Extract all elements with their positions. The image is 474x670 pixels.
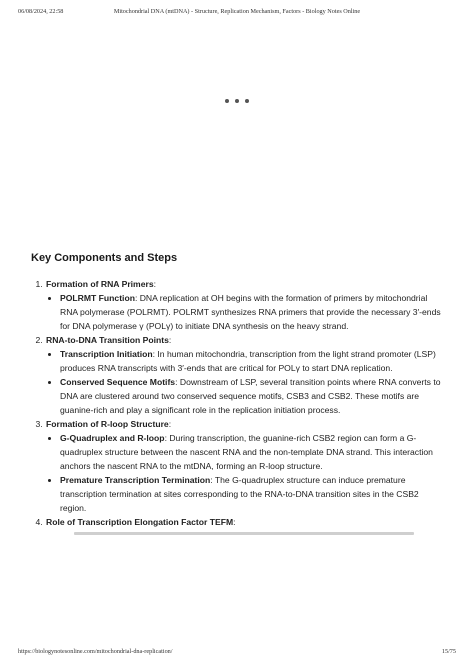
step-item [45,333,444,417]
bullet-text: : DNA replication at OH begins with the formation of primers by mitochondrial RNA polymerase (POLRMT). POLRMT synthesizes RNA primers that provide the necessary 3′-ends for DNA polymerase γ (POLγ) to initiate DNA synthesis on the heavy strand. [60,293,441,331]
bullet-item [60,473,444,515]
step-title: Formation of RNA Primers [46,279,154,289]
step-title: Formation of R-loop Structure [46,419,169,429]
step-item [45,277,444,333]
clipped-text-line [74,530,444,537]
bullet-term: Transcription Initiation [60,349,153,359]
loading-dot [225,99,229,103]
bullet-term: G-Quadruplex and R-loop [60,433,165,443]
bullet-text: : The G-quadruplex structure can induce premature transcription termination at sites corresponding to the RNA-to-DNA transition sites in the CSB2 region. [60,475,419,513]
print-page-title: Mitochondrial DNA (mtDNA) - Structure, Replication Mechanism, Factors - Biology Notes Online [113,8,361,15]
step-bullets [46,347,444,417]
section-heading: Key Components and Steps [31,252,178,264]
step-item [45,515,444,537]
loading-dot [245,99,249,103]
loading-dots-icon [0,99,474,103]
steps-list [31,277,444,537]
step-title: Role of Transcription Elongation Factor TEFM [46,517,234,527]
bullet-item [60,291,444,333]
page-url: https://biologynotesonline.com/mitochondrial-dna-replication/ [18,648,173,655]
print-footer [18,648,456,658]
bullet-term: POLRMT Function [60,293,135,303]
bullet-term: Conserved Sequence Motifs [60,377,176,387]
print-header [18,8,456,20]
step-title: RNA-to-DNA Transition Points [46,335,169,345]
article-content [31,252,444,537]
bullet-text: : During transcription, the guanine-rich CSB2 region can form a G-quadruplex structure between the nascent RNA and the non-template DNA strand. This interaction anchors the nascent RNA to the mtDNA, forming an R-loop structure. [60,433,433,471]
step-bullets [46,291,444,333]
page-number: 15/75 [441,648,456,655]
loading-dot [235,99,239,103]
bullet-term: Premature Transcription Termination [60,475,211,485]
bullet-item [60,375,444,417]
step-item [45,417,444,515]
step-title-suffix: : [233,517,236,527]
step-bullets [46,431,444,515]
bullet-text: : In human mitochondria, transcription from the light strand promoter (LSP) produces RNA transcripts with 3′-ends that are critical for POLγ to start DNA replication. [60,349,436,373]
bullet-text: : Downstream of LSP, several transition points where RNA converts to DNA are clustered around two conserved sequence motifs, CSB3 and CSB2. These motifs are guanine-rich and play a significant role in the replication initiation process. [60,377,441,415]
bullet-item [60,347,444,375]
step-title-suffix: : [168,335,172,345]
step-title-suffix: : [153,279,156,289]
step-title-suffix: : [168,419,172,429]
print-date: 06/08/2024, 22:58 [18,8,64,15]
bullet-item [60,431,444,473]
